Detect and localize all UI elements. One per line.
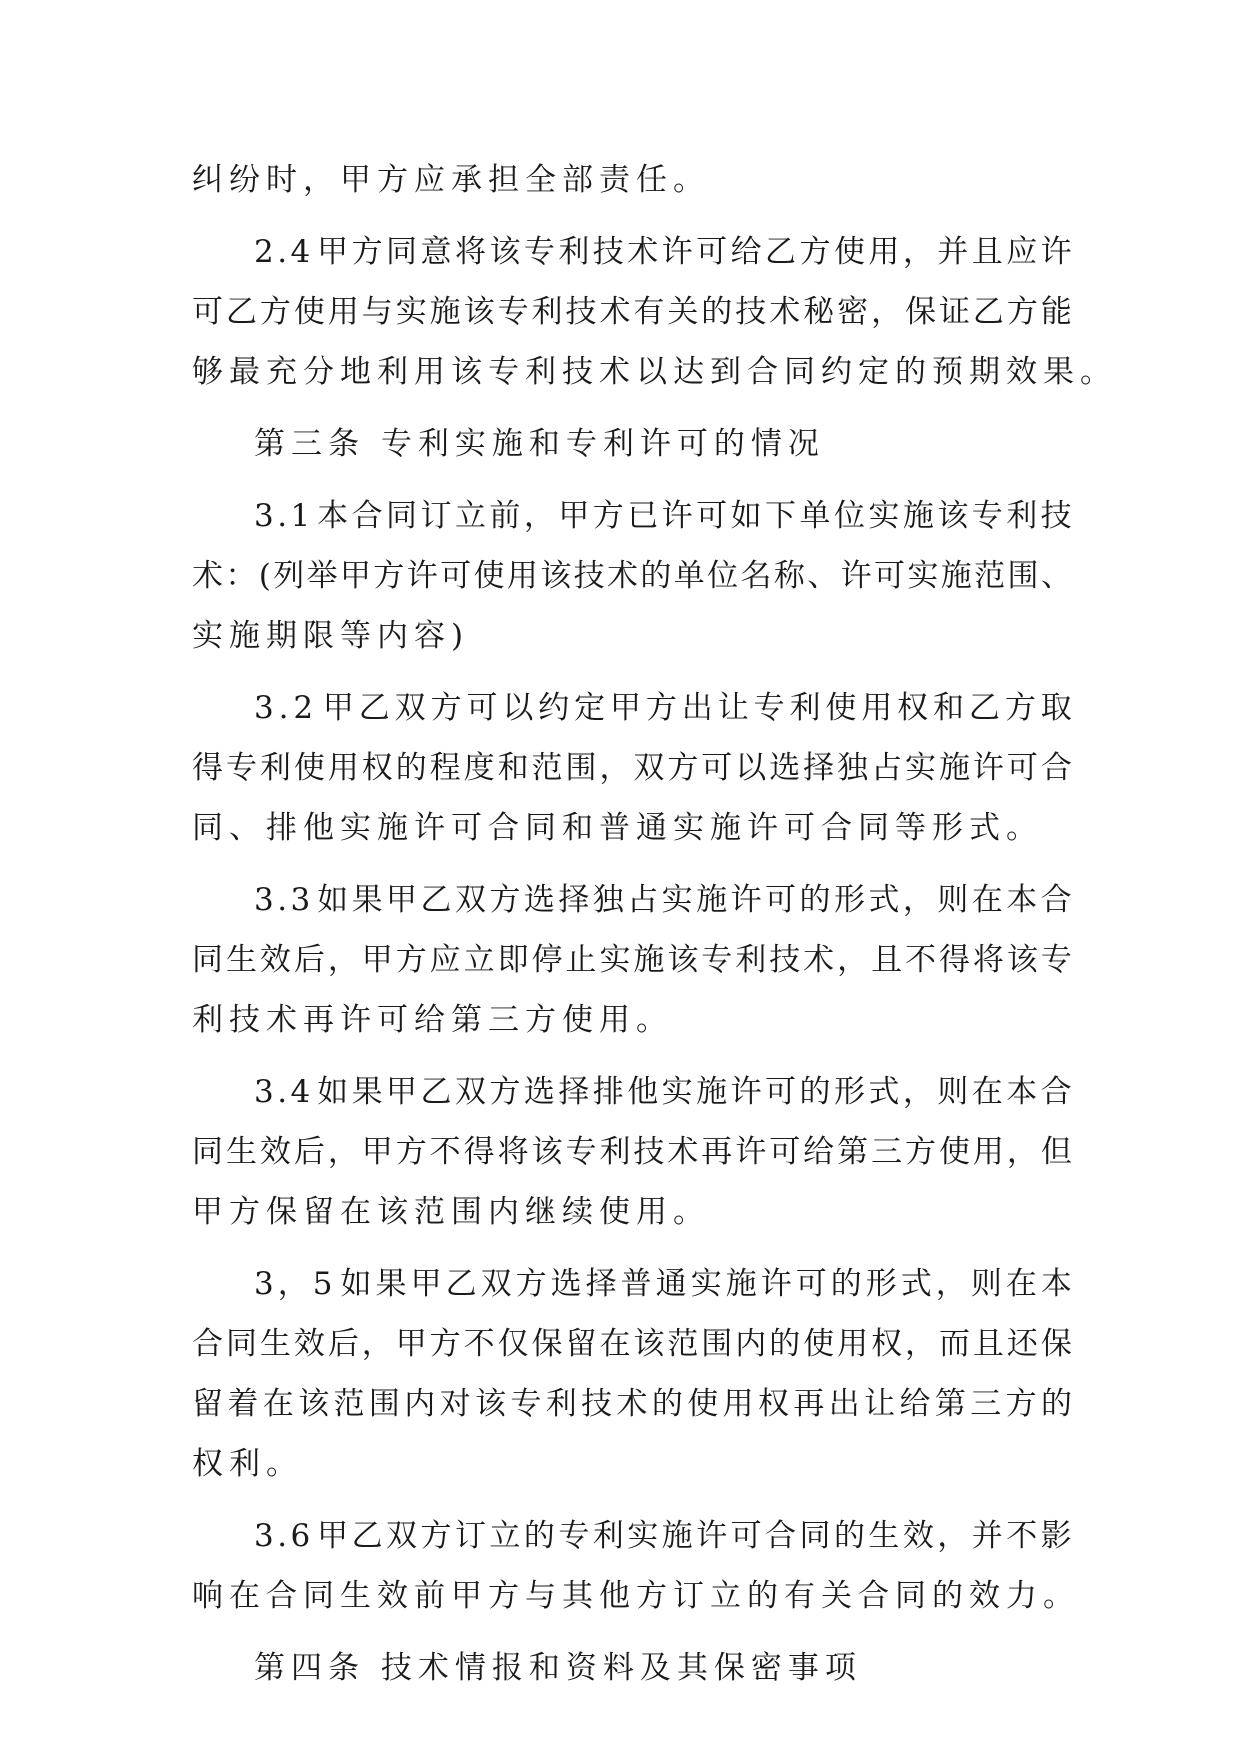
text-line: 利技术再许可给第三方使用。	[192, 1002, 673, 1038]
paragraph-spacer	[192, 1698, 1072, 1710]
text-line: 甲方保留在该范围内继续使用。	[192, 1194, 710, 1230]
section-heading	[192, 414, 1072, 474]
paragraph-spacer	[192, 1626, 1072, 1638]
text-line: 得 专 利 使 用 权 的 程 度 和 范 围 ， 双 方 可 以 选 择 独 占 实 施 许 可 合	[192, 750, 1072, 786]
paragraph-spacer	[192, 1494, 1072, 1506]
paragraph	[192, 222, 1117, 402]
text-line: 权利。	[192, 1446, 303, 1482]
document-body	[192, 150, 1117, 1710]
text-line: 3 . 6 甲 乙 双 方 订 立 的 专 利 实 施 许 可 合 同 的 生 效 ， 并 不 影	[254, 1518, 1072, 1554]
text-line: 留 着 在 该 范 围 内 对 该 专 利 技 术 的 使 用 权 再 出 让 给 第 三 方 的	[192, 1386, 1072, 1422]
text-line: 可 乙 方 使 用 与 实 施 该 专 利 技 术 有 关 的 技 术 秘 密 ， 保 证 乙 方 能	[192, 294, 1072, 330]
text-line: 3 . 3 如 果 甲 乙 双 方 选 择 独 占 实 施 许 可 的 形 式 ， 则 在 本 合	[254, 882, 1072, 918]
text-line: 实施期限等内容)	[192, 618, 470, 654]
text-line: 响在合同生效前甲方与其他方订立的有关合同的效力。	[192, 1578, 1080, 1614]
paragraph	[192, 1506, 1080, 1626]
text-line: 3 . 4 如 果 甲 乙 双 方 选 择 排 他 实 施 许 可 的 形 式 ， 则 在 本 合	[254, 1074, 1072, 1110]
text-line: 同、排他实施许可合同和普通实施许可合同等形式。	[192, 810, 1043, 846]
text-line: 术 ： ( 列 举 甲 方 许 可 使 用 该 技 术 的 单 位 名 称 、 许 可 实 施 范 围 、	[192, 558, 1072, 594]
section-heading	[192, 1638, 1072, 1698]
text-line: 够最充分地利用该专利技术以达到合同约定的预期效果。	[192, 354, 1117, 390]
paragraph-spacer	[192, 666, 1072, 678]
text-line: 2 . 4 甲 方 同 意 将 该 专 利 技 术 许 可 给 乙 方 使 用 ， 并 且 应 许	[254, 234, 1072, 270]
text-line: 3 . 2 甲 乙 双 方 可 以 约 定 甲 方 出 让 专 利 使 用 权 和 乙 方 取	[254, 690, 1072, 726]
paragraph	[192, 678, 1072, 858]
paragraph-spacer	[192, 1050, 1072, 1062]
text-line: 同 生 效 后 ， 甲 方 应 立 即 停 止 实 施 该 专 利 技 术 ， 且 不 得 将 该 专	[192, 942, 1072, 978]
text-line: 纠纷时，甲方应承担全部责任。	[192, 162, 710, 198]
paragraph-spacer	[192, 1242, 1072, 1254]
paragraph-spacer	[192, 210, 1072, 222]
paragraph	[192, 1254, 1072, 1494]
paragraph	[192, 486, 1072, 666]
paragraph	[192, 150, 1072, 210]
paragraph	[192, 870, 1072, 1050]
paragraph-spacer	[192, 474, 1072, 486]
text-line: 同 生 效 后 ， 甲 方 不 得 将 该 专 利 技 术 再 许 可 给 第 三 方 使 用 ， 但	[192, 1134, 1072, 1170]
paragraph-spacer	[192, 402, 1072, 414]
text-line: 3 ， 5 如 果 甲 乙 双 方 选 择 普 通 实 施 许 可 的 形 式 ， 则 在 本	[254, 1266, 1072, 1302]
text-line: 合 同 生 效 后 ， 甲 方 不 仅 保 留 在 该 范 围 内 的 使 用 权 ， 而 且 还 保	[192, 1326, 1072, 1362]
text-line: 第四条 技术情报和资料及其保密事项	[254, 1650, 862, 1686]
text-line: 3 . 1 本 合 同 订 立 前 ， 甲 方 已 许 可 如 下 单 位 实 施 该 专 利 技	[254, 498, 1072, 534]
paragraph-spacer	[192, 858, 1072, 870]
paragraph	[192, 1062, 1072, 1242]
text-line: 第三条 专利实施和专利许可的情况	[254, 426, 825, 462]
